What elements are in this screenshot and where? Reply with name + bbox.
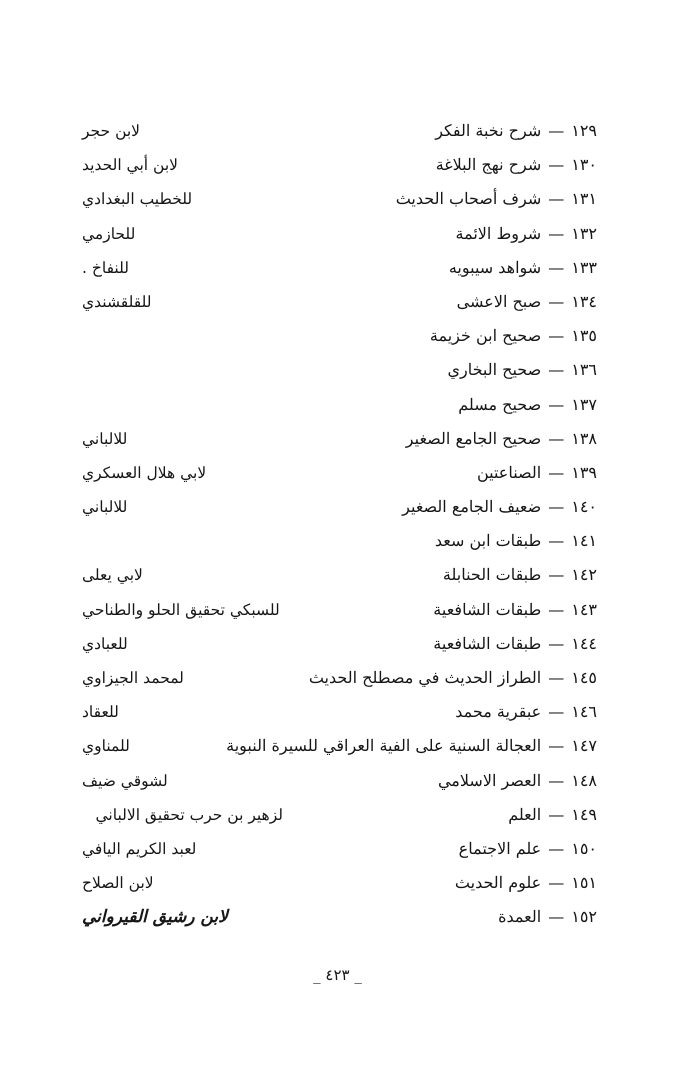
list-item <box>0 560 675 594</box>
entry-title-cell <box>396 184 597 214</box>
entry-dash: — <box>548 565 565 585</box>
entry-author: لابن أبي الحديد <box>82 156 178 175</box>
entry-title-cell <box>498 902 597 932</box>
entry-title-cell <box>435 526 597 556</box>
entry-title-cell <box>435 116 597 146</box>
entry-dash: — <box>548 668 565 687</box>
entry-dash: — <box>548 291 565 311</box>
list-item <box>0 766 675 800</box>
entry-title-cell <box>459 834 597 864</box>
entry-author: لزهير بن حرب تحقيق الالباني <box>95 805 283 824</box>
entry-title: طبقات ابن سعد <box>434 531 542 551</box>
entry-number: ١٣٥ <box>571 326 597 346</box>
entry-number: ١٣٠ <box>571 155 597 175</box>
list-item <box>0 834 675 868</box>
entry-title: صحيح البخاري <box>447 360 542 380</box>
entry-number: ١٤٠ <box>571 497 597 517</box>
entry-dash: — <box>548 257 565 277</box>
entry-number: ١٣٧ <box>571 394 597 414</box>
entry-dash: — <box>548 462 565 482</box>
entry-number: ١٥٠ <box>571 838 597 858</box>
entry-author: للخطيب البغدادي <box>82 190 193 209</box>
entry-title-cell <box>402 492 597 522</box>
entry-title: الصناعتين <box>476 462 542 482</box>
entry-dash: — <box>548 326 565 346</box>
entry-title: صحيح ابن خزيمة <box>429 326 542 346</box>
entry-title: شواهد سيبويه <box>448 257 542 277</box>
entry-title: صحيح مسلم <box>458 394 542 414</box>
entry-title: ضعيف الجامع الصغير <box>402 497 542 517</box>
entry-author: للسبكي تحقيق الحلو والطناحي <box>82 600 280 619</box>
entry-author: لابن حجر <box>82 122 141 140</box>
list-item <box>0 355 675 389</box>
entry-title-cell <box>455 868 597 898</box>
entry-number: ١٣٦ <box>571 360 597 380</box>
entry-number: ١٤٦ <box>571 702 597 722</box>
list-item <box>0 868 675 902</box>
entry-title: طبقات الشافعية <box>433 633 542 653</box>
bibliography-list <box>0 116 675 937</box>
list-item <box>0 321 675 355</box>
entry-author: لابي هلال العسكري <box>82 463 207 482</box>
entry-author: للعبادي <box>82 634 128 653</box>
entry-author: للالباني <box>82 498 128 517</box>
entry-author: لابن الصلاح <box>82 874 154 893</box>
entry-dash: — <box>548 189 565 209</box>
list-item <box>0 116 675 150</box>
entry-number: ١٥١ <box>571 873 597 893</box>
entry-title: عبقرية محمد <box>455 702 542 722</box>
entry-title-cell <box>449 253 597 283</box>
entry-dash: — <box>548 428 565 448</box>
entry-number: ١٤٤ <box>571 633 597 653</box>
list-item <box>0 184 675 218</box>
list-item <box>0 287 675 321</box>
entry-title-cell <box>457 287 597 317</box>
entry-title: العمدة <box>498 907 542 927</box>
entry-title: علوم الحديث <box>454 873 542 893</box>
entry-title-cell <box>226 731 597 761</box>
entry-title-cell <box>406 424 597 454</box>
entry-title: الطراز الحديث في مصطلح الحديث <box>308 668 542 687</box>
entry-number: ١٤٩ <box>571 804 597 824</box>
list-item <box>0 902 675 936</box>
entry-author: للحازمي <box>82 224 136 243</box>
entry-title: طبقات الشافعية <box>433 599 542 619</box>
list-item <box>0 595 675 629</box>
entry-title: شرح نهج البلاغة <box>435 155 542 175</box>
entry-dash: — <box>548 531 565 551</box>
entry-dash: — <box>548 360 565 380</box>
list-item <box>0 390 675 424</box>
entry-title: شرح نخبة الفكر <box>435 121 542 140</box>
entry-number: ١٤٢ <box>571 565 597 585</box>
entry-dash: — <box>548 497 565 517</box>
list-item <box>0 800 675 834</box>
entry-author: لعبد الكريم اليافي <box>82 839 197 858</box>
entry-dash: — <box>548 907 565 927</box>
entry-dash: — <box>548 702 565 722</box>
entry-number: ١٤١ <box>571 531 597 551</box>
entry-author: لمحمد الجيزاوي <box>82 669 184 687</box>
entry-number: ١٣٣ <box>571 257 597 277</box>
entry-title-cell <box>433 629 597 659</box>
entry-title-cell <box>430 321 597 351</box>
list-item <box>0 629 675 663</box>
entry-number: ١٥٢ <box>571 907 597 927</box>
list-item <box>0 150 675 184</box>
entry-dash: — <box>548 633 565 653</box>
list-item <box>0 253 675 287</box>
entry-title-cell <box>447 355 597 385</box>
page-number: _ ٤٢٣ _ <box>313 966 362 984</box>
entry-title-cell <box>309 663 597 693</box>
list-item <box>0 492 675 526</box>
entry-title: طبقات الحنابلة <box>442 565 542 585</box>
list-item <box>0 458 675 492</box>
entry-author: لابي يعلى <box>82 566 143 585</box>
list-item <box>0 526 675 560</box>
entry-number: ١٣٩ <box>571 462 597 482</box>
entry-author: لشوقي ضيف <box>82 771 168 790</box>
entry-dash: — <box>548 838 565 858</box>
entry-title-cell <box>477 458 597 488</box>
entry-author: لابن رشيق القيرواني <box>82 907 228 928</box>
list-item <box>0 663 675 697</box>
entry-title: العجالة السنية على الفية العراقي للسيرة النبوية <box>226 736 542 756</box>
entry-title: صبح الاعشى <box>456 291 542 311</box>
entry-title-cell <box>455 697 597 727</box>
entry-title-cell <box>443 560 597 590</box>
entry-title-cell <box>436 150 597 180</box>
entry-number: ١٤٥ <box>571 668 597 687</box>
entry-number: ١٤٣ <box>571 599 597 619</box>
entry-dash: — <box>548 394 565 414</box>
entry-dash: — <box>548 873 565 893</box>
entry-dash: — <box>548 155 565 175</box>
entry-title-cell <box>433 595 597 625</box>
list-item <box>0 697 675 731</box>
entry-author: للعقاد <box>82 703 119 722</box>
entry-title: العلم <box>508 804 542 824</box>
entry-title: شرف أصحاب الحديث <box>395 189 542 209</box>
entry-number: ١٤٨ <box>571 770 597 790</box>
entry-number: ١٢٩ <box>571 121 597 140</box>
entry-title-cell <box>456 219 597 249</box>
entry-title-cell <box>438 766 597 796</box>
entry-author: للنفاخ . <box>82 258 129 277</box>
entry-author: للقلقشندي <box>82 292 152 311</box>
entry-title-cell <box>458 390 597 420</box>
entry-title: العصر الاسلامي <box>437 770 542 790</box>
entry-number: ١٣١ <box>571 189 597 209</box>
entry-number: ١٤٧ <box>571 736 597 756</box>
entry-number: ١٣٤ <box>571 291 597 311</box>
entry-title: شروط الائمة <box>455 223 542 243</box>
entry-number: ١٣٢ <box>571 223 597 243</box>
entry-number: ١٣٨ <box>571 428 597 448</box>
entry-dash: — <box>548 223 565 243</box>
entry-title: علم الاجتماع <box>458 838 542 858</box>
entry-title-cell <box>508 800 597 830</box>
entry-dash: — <box>548 599 565 619</box>
entry-dash: — <box>548 121 565 140</box>
entry-title: صحيح الجامع الصغير <box>405 428 542 448</box>
list-item <box>0 219 675 253</box>
entry-author: للمناوي <box>82 737 130 756</box>
entry-dash: — <box>548 770 565 790</box>
entry-author: للالباني <box>82 429 128 448</box>
list-item <box>0 731 675 765</box>
entry-dash: — <box>548 804 565 824</box>
entry-dash: — <box>548 736 565 756</box>
list-item <box>0 424 675 458</box>
